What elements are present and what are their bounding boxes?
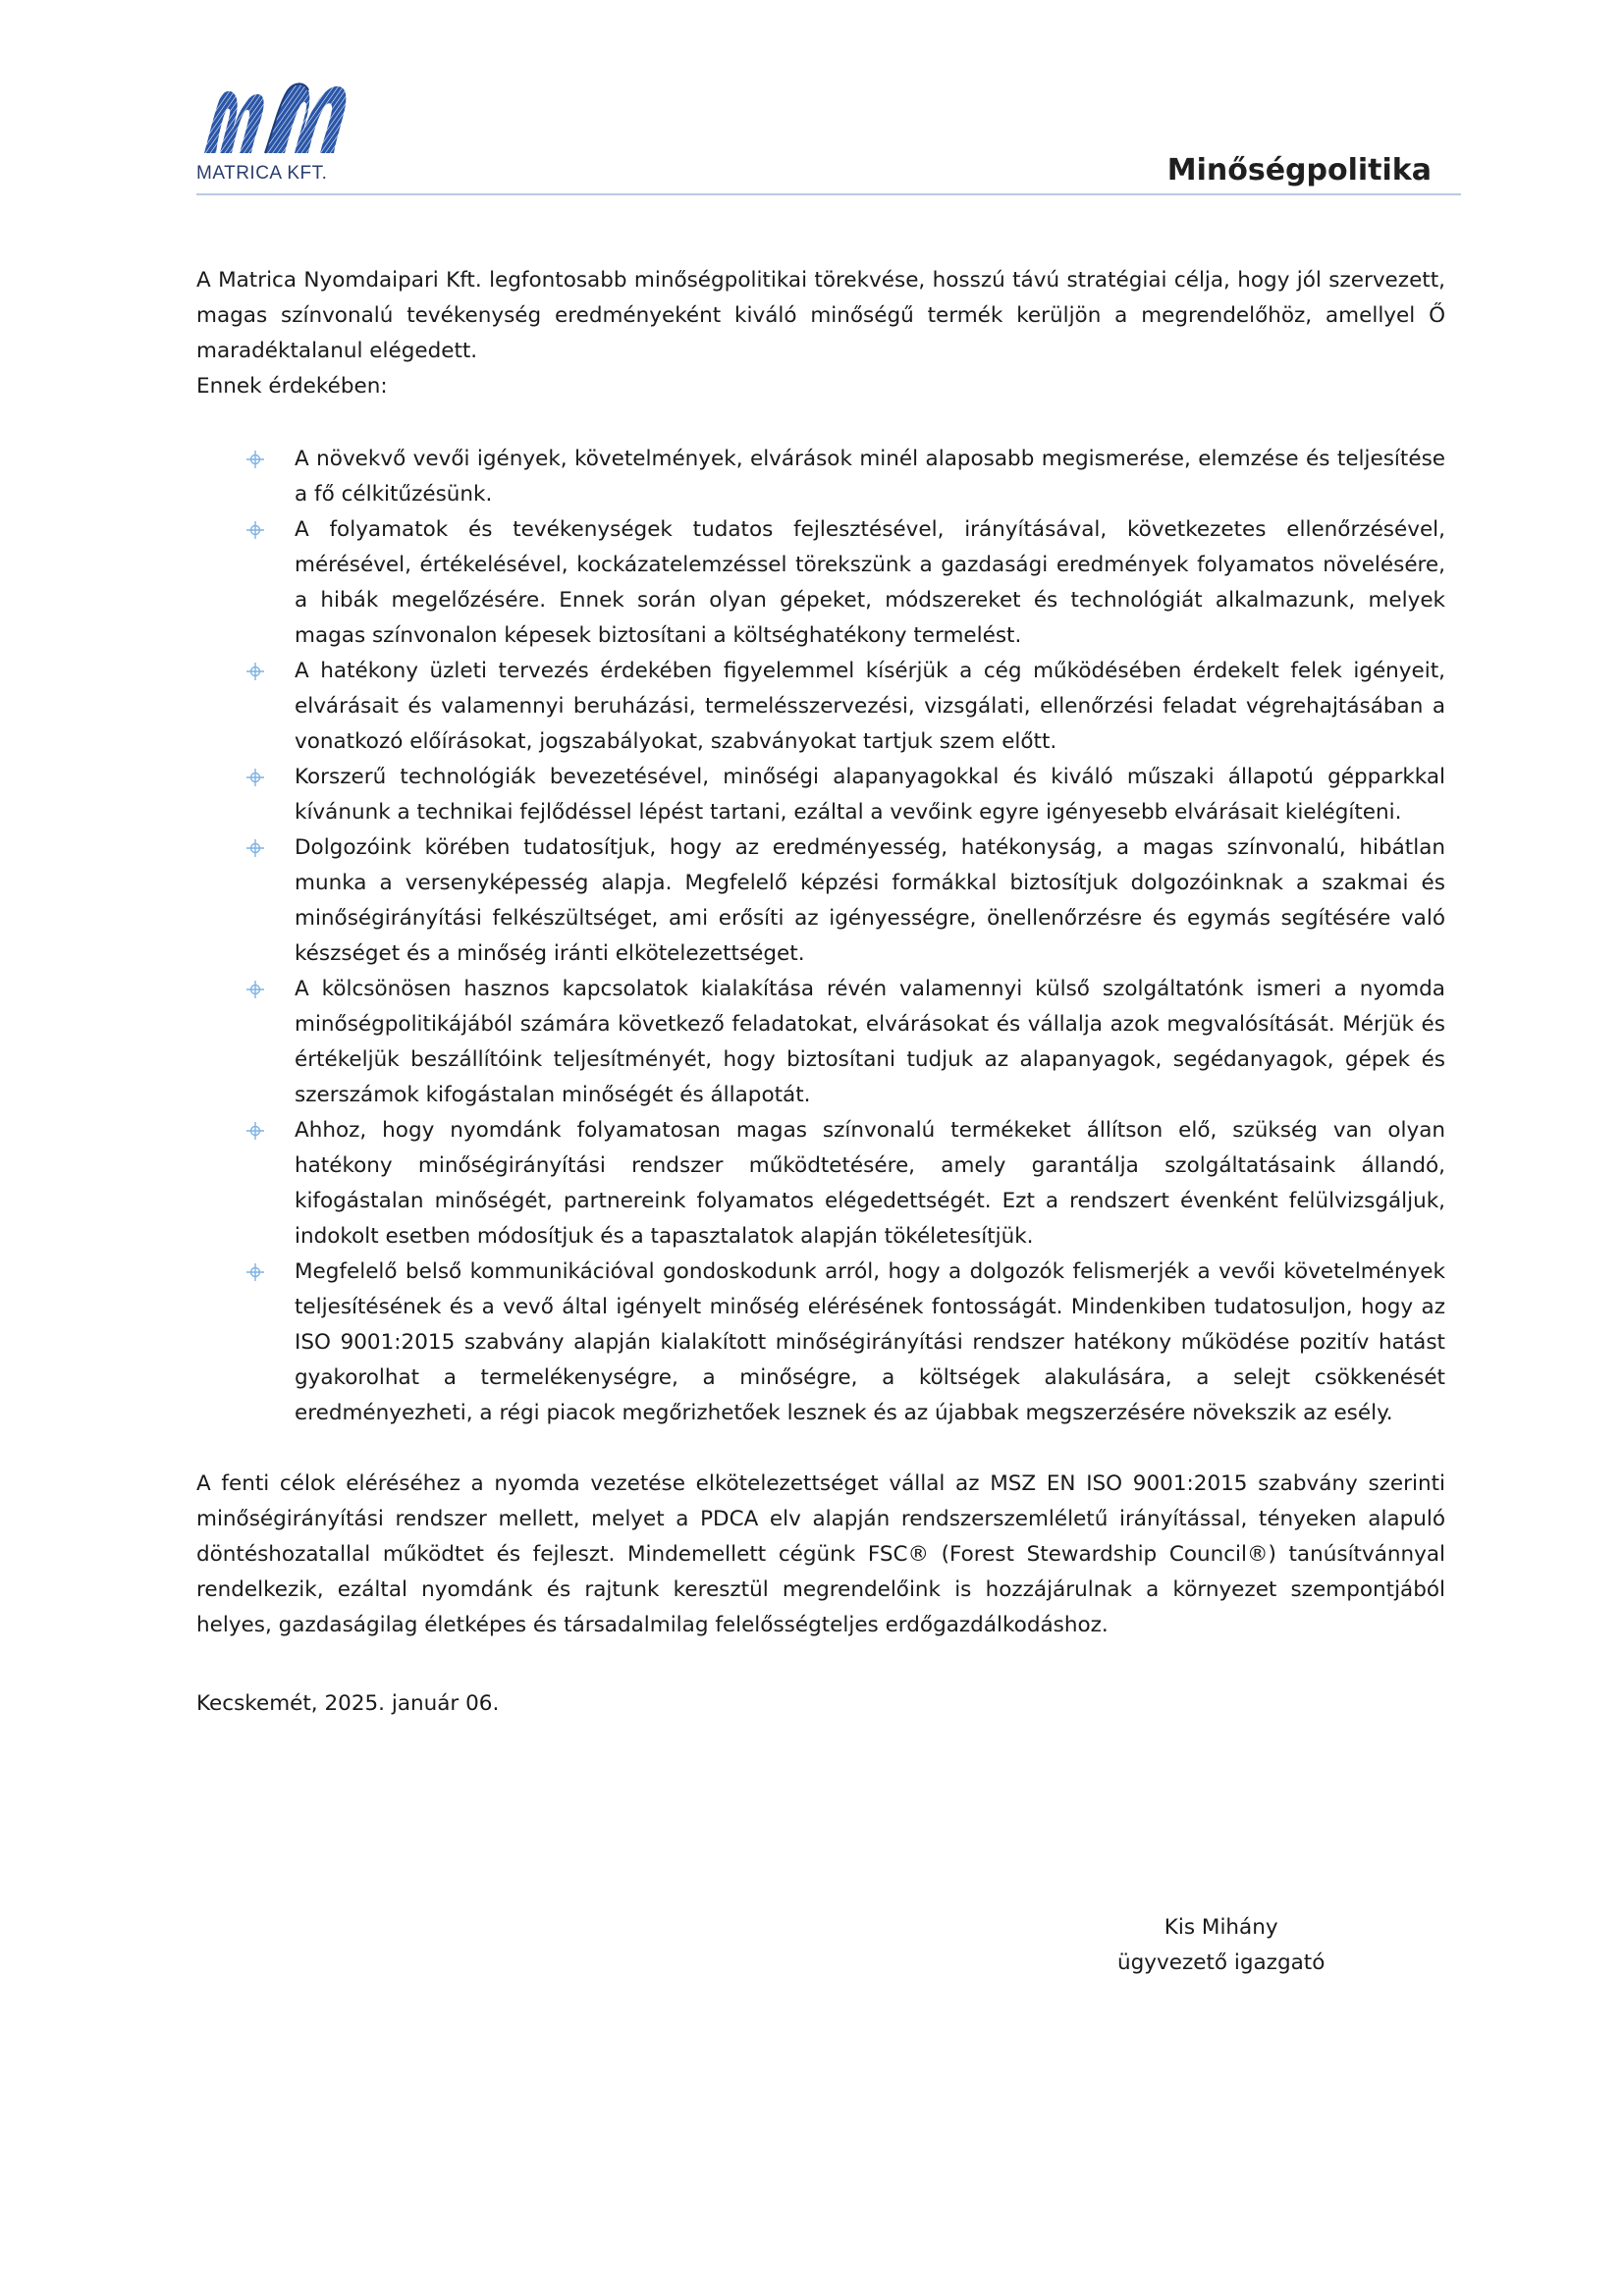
- logo-text: MATRICA KFT.: [196, 163, 328, 184]
- list-item-text: Megfelelő belső kommunikációval gondoskodunk arról, hogy a dolgozók felismerjék a vevői követelmények teljesítésének és a vevő által igényelt minőség elérésének fontosságát. Mindenkiben tudatosuljon, hogy az ISO 9001:2015 szabvány alapján kialakított minőségirányítási rendszer hatékony működése pozitív hatást gyakorolhat a termelékenységre, a minőségre, a költségek alakulására, a selejt csökkenését eredményezheti, a régi piacok megőrizhetőek lesznek és az újabbak megszerzésére növekszik az esély.: [295, 1259, 1445, 1425]
- list-item-text: A kölcsönösen hasznos kapcsolatok kialakítása révén valamennyi külső szolgáltatónk ismeri a nyomda minőségpolitikájából számára következő feladatokat, elvárásokat és vállalja azok megvalósítását. Mérjük és értékeljük beszállítóink teljesítményét, hogy biztosítani tudjuk az alapanyagok, segédanyagok, gépek és szerszámok kifogástalan minőségét és állapotát.: [295, 977, 1445, 1107]
- closing-paragraph: A fenti célok eléréséhez a nyomda vezetése elkötelezettséget vállal az MSZ EN ISO 9001:2015 szabvány szerinti minőségirányítási rendszer mellett, melyet a PDCA elv alapján rendszerszemléletű irányítással, tényeken alapuló döntéshozatallal működtet és fejleszt. Mindemellett cégünk FSC® (Forest Stewardship Council®) tanúsítvánnyal rendelkezik, ezáltal nyomdánk és rajtunk keresztül megrendelőink is hozzájárulnak a környezet szempontjából helyes, gazdaságilag életképes és társadalmilag felelősségteljes erdőgazdálkodáshoz.: [196, 1471, 1445, 1637]
- policy-list: [196, 442, 1445, 1431]
- list-item-text: Ahhoz, hogy nyomdánk folyamatosan magas színvonalú termékeket állítson elő, szükség van olyan hatékony minőségirányítási rendszer működtetésére, amely garantálja szolgáltatásaink állandó, kifogástalan minőségét, partnereink folyamatos elégedettségét. Ezt a rendszert évenként felülvizsgáljuk, indokolt esetben módosítjuk és a tapasztalatok alapján tökéletesítjük.: [295, 1118, 1445, 1249]
- place-date: Kecskemét, 2025. január 06.: [196, 1691, 500, 1716]
- signature-block: [1117, 1910, 1325, 1981]
- list-item-text: Dolgozóink körében tudatosítjuk, hogy az eredményesség, hatékonyság, a magas színvonalú, hibátlan munka a versenyképesség alapja. Megfelelő képzési formákkal biztosítjuk dolgozóinknak a szakmai és minőségirányítási felkészültséget, ami erősíti az igényességre, önellenőrzésre és egymás segítésére való készséget és a minőség iránti elkötelezettséget.: [295, 835, 1445, 966]
- bullet-cross-icon: [245, 1262, 265, 1282]
- page-title: Minőségpolitika: [1166, 153, 1432, 187]
- list-item: [196, 1113, 1445, 1255]
- list-item-text: A hatékony üzleti tervezés érdekében figyelemmel kísérjük a cég működésében érdekelt felek igényeit, elvárásait és valamennyi beruházási, termelésszervezési, vizsgálati, ellenőrzési feladat végrehajtásában a vonatkozó előírásokat, jogszabályokat, szabványokat tartjuk szem előtt.: [295, 659, 1445, 754]
- signatory-name: Kis Mihány: [1164, 1915, 1278, 1940]
- bullet-cross-icon: [245, 768, 265, 787]
- list-item: [196, 760, 1445, 830]
- list-item: [196, 830, 1445, 972]
- bullet-cross-icon: [245, 662, 265, 681]
- bullet-cross-icon: [245, 520, 265, 540]
- list-item-text: A növekvő vevői igények, követelmények, elvárások minél alaposabb megismerése, elemzése és teljesítése a fő célkitűzésünk.: [295, 447, 1445, 507]
- company-logo: [196, 77, 353, 187]
- list-item-text: A folyamatok és tevékenységek tudatos fejlesztésével, irányításával, következetes ellenőrzésével, mérésével, értékelésével, kockázatelemzéssel törekszünk a gazdasági eredmények folyamatos növelésére, a hibák megelőzésére. Ennek során olyan gépeket, módszereket és technológiát alkalmazunk, melyek magas színvonalon képesek biztosítani a költséghatékony termelést.: [295, 517, 1445, 648]
- list-item: [196, 972, 1445, 1113]
- bullet-cross-icon: [245, 980, 265, 999]
- document-body: [196, 263, 1445, 1722]
- logo-mark-icon: [196, 77, 353, 163]
- lead-line: Ennek érdekében:: [196, 374, 388, 399]
- list-item-text: Korszerű technológiák bevezetésével, minőségi alapanyagokkal és kiváló műszaki állapotú gépparkkal kívánunk a technikai fejlődéssel lépést tartani, ezáltal a vevőink egyre igényesebb elvárásait kielégíteni.: [295, 765, 1445, 825]
- header-divider: [196, 193, 1461, 195]
- list-item: [196, 512, 1445, 654]
- bullet-cross-icon: [245, 450, 265, 469]
- intro-paragraph: A Matrica Nyomdaipari Kft. legfontosabb minőségpolitikai törekvése, hosszú távú stratégiai célja, hogy jól szervezett, magas színvonalú tevékenység eredményeként kiváló minőségű termék kerüljön a megrendelőhöz, amellyel Ő maradéktalanul elégedett.: [196, 268, 1445, 363]
- list-item: [196, 1255, 1445, 1431]
- signatory-role: ügyvezető igazgató: [1117, 1950, 1326, 1975]
- list-item: [196, 654, 1445, 760]
- list-item: [196, 442, 1445, 512]
- bullet-cross-icon: [245, 1121, 265, 1141]
- bullet-cross-icon: [245, 838, 265, 858]
